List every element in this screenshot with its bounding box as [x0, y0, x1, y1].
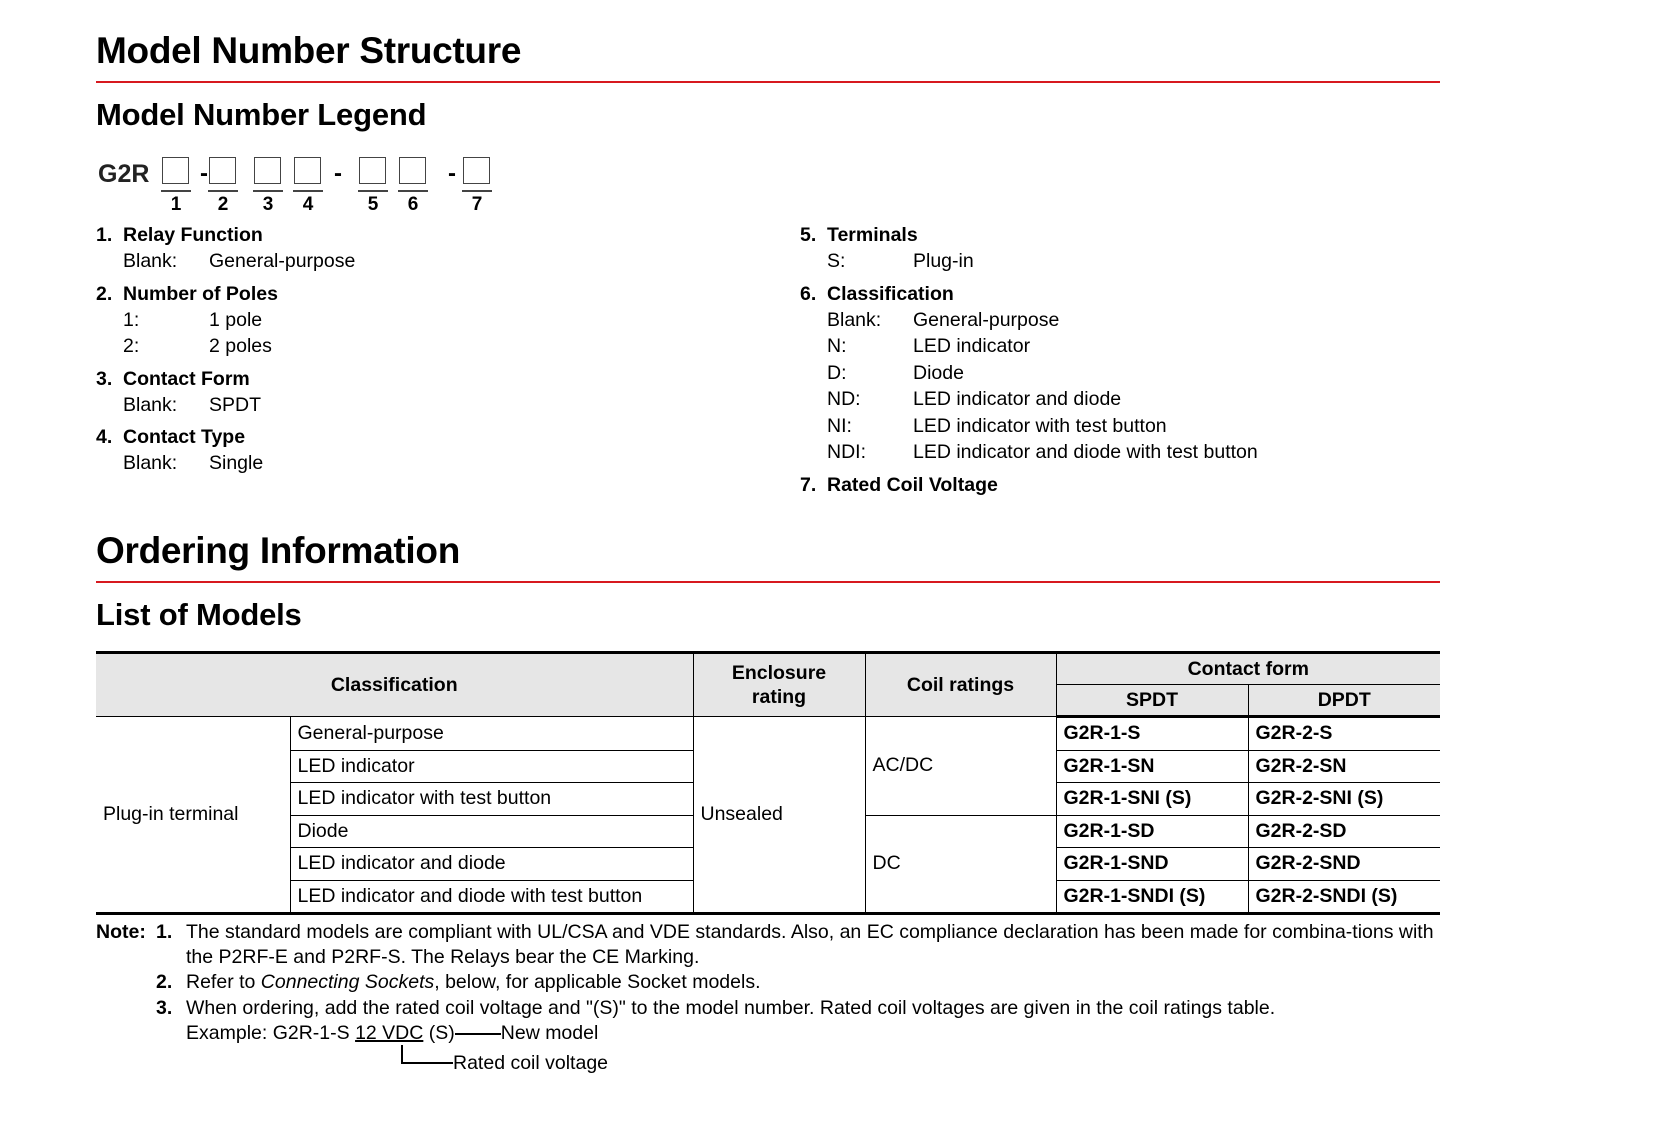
example-suffix: (S) — [423, 1022, 455, 1044]
terminal-cell: Plug-in terminal — [96, 717, 290, 914]
legend-key: D: — [827, 361, 847, 384]
position-box-2 — [209, 157, 236, 184]
coil-cell: AC/DC — [865, 717, 1056, 816]
rated-coil-voltage-label: Rated coil voltage — [453, 1052, 609, 1074]
connector-line — [455, 1033, 501, 1035]
legend-value: Diode — [913, 361, 964, 384]
legend-row — [800, 307, 1258, 334]
legend-title-text: Contact Form — [123, 367, 250, 390]
legend-row — [800, 439, 1258, 466]
legend-key: 1: — [123, 308, 140, 331]
legend-heading: Model Number Legend — [96, 97, 427, 132]
legend-item-title — [96, 424, 355, 450]
table-row — [96, 717, 1440, 751]
position-box-7 — [463, 157, 490, 184]
classification-cell: General-purpose — [290, 717, 693, 751]
example-voltage: 12 VDC — [355, 1022, 424, 1044]
legend-value: LED indicator with test button — [913, 414, 1167, 437]
spdt-model-cell: G2R-1-SND — [1056, 848, 1248, 881]
legend-row — [96, 450, 355, 477]
classification-cell: Diode — [290, 815, 693, 848]
ordering-example — [96, 1020, 1440, 1076]
section-divider — [96, 581, 1440, 583]
dpdt-model-cell: G2R-2-SN — [1248, 750, 1440, 783]
legend-title-text: Relay Function — [123, 224, 263, 246]
legend-row — [96, 333, 355, 360]
separator-dash: - — [200, 160, 208, 187]
header-classification: Classification — [96, 653, 693, 717]
header-spdt: SPDT — [1056, 685, 1248, 717]
legend-right-column — [800, 222, 1258, 504]
page-title: Model Number Structure — [96, 30, 522, 71]
legend-number: 3. — [96, 367, 113, 390]
enclosure-cell: Unsealed — [693, 717, 865, 914]
position-underline — [208, 190, 238, 192]
legend-key: S: — [827, 250, 846, 272]
models-table — [96, 651, 1440, 915]
position-underline — [358, 190, 388, 192]
legend-title-text: Number of Poles — [123, 282, 278, 305]
header-dpdt: DPDT — [1248, 685, 1440, 717]
position-number: 1 — [170, 194, 182, 215]
legend-number: 2. — [96, 282, 113, 305]
position-number: 3 — [262, 194, 274, 215]
legend-row — [800, 413, 1258, 440]
dpdt-model-cell: G2R-2-SND — [1248, 848, 1440, 881]
legend-title-text: Contact Type — [123, 426, 246, 448]
spdt-model-cell: G2R-1-SD — [1056, 815, 1248, 848]
legend-classification — [800, 281, 1258, 466]
position-box-6 — [399, 157, 426, 184]
position-underline — [293, 190, 323, 192]
note-index: 1. — [156, 921, 173, 943]
legend-rated-coil-voltage — [800, 472, 1258, 498]
spdt-model-cell: G2R-1-S — [1056, 717, 1248, 751]
legend-key: N: — [827, 335, 847, 357]
position-underline — [253, 190, 283, 192]
dpdt-model-cell: G2R-2-SNDI (S) — [1248, 880, 1440, 914]
separator-dash: - — [448, 160, 456, 187]
position-number: 2 — [217, 194, 229, 215]
legend-value: General-purpose — [209, 250, 356, 272]
note-2 — [96, 970, 1440, 995]
header-enclosure-rating — [693, 653, 865, 717]
classification-cell: LED indicator and diode with test button — [290, 880, 693, 914]
legend-title-text: Terminals — [827, 224, 918, 246]
legend-value: SPDT — [209, 393, 262, 416]
spdt-model-cell: G2R-1-SNI (S) — [1056, 783, 1248, 816]
note-1 — [96, 920, 1440, 969]
new-model-label: New model — [500, 1022, 599, 1044]
legend-value: Single — [209, 452, 264, 474]
legend-terminals — [800, 222, 1258, 275]
header-coil-ratings: Coil ratings — [865, 653, 1056, 717]
note-text: The standard models are compliant with UL/CSA and VDE standards. Also, an EC compliance declaration has been made for combina-tions with the P2RF-E and P2RF-S. The Relays bear the CE Marking. — [186, 921, 1434, 968]
legend-relay-function — [96, 222, 355, 275]
legend-item-title — [96, 366, 355, 392]
list-of-models-heading: List of Models — [96, 597, 302, 632]
legend-title-text: Classification — [827, 282, 954, 305]
note-index: 3. — [156, 996, 173, 1019]
legend-number: 1. — [96, 224, 113, 246]
note-text: , below, for applicable Socket models. — [434, 971, 761, 993]
classification-cell: LED indicator with test button — [290, 783, 693, 816]
position-underline — [398, 190, 428, 192]
legend-key: Blank: — [123, 250, 178, 272]
legend-row — [96, 248, 355, 275]
example-label: Example: G2R-1-S — [186, 1022, 356, 1044]
connector-line — [401, 1045, 403, 1063]
legend-value: General-purpose — [913, 308, 1060, 331]
legend-value: LED indicator and diode — [913, 388, 1122, 410]
legend-number-of-poles — [96, 281, 355, 360]
header-text: rating — [751, 686, 807, 708]
legend-item-title — [800, 281, 1258, 307]
separator-dash: - — [334, 160, 342, 187]
spdt-model-cell: G2R-1-SNDI (S) — [1056, 880, 1248, 914]
position-underline — [462, 190, 492, 192]
connector-line — [401, 1062, 453, 1064]
note-index: 2. — [156, 971, 173, 993]
dpdt-model-cell: G2R-2-SNI (S) — [1248, 783, 1440, 816]
section-divider — [96, 81, 1440, 83]
legend-row — [800, 248, 1258, 275]
legend-number: 4. — [96, 426, 113, 448]
position-number: 7 — [471, 194, 483, 215]
notes — [96, 920, 1440, 1076]
legend-number: 7. — [800, 473, 817, 496]
legend-key: NI: — [827, 414, 852, 437]
classification-cell: LED indicator — [290, 750, 693, 783]
coil-cell: DC — [865, 815, 1056, 914]
header-contact-form: Contact form — [1056, 653, 1440, 685]
position-box-3 — [254, 157, 281, 184]
legend-value: 1 pole — [209, 308, 263, 331]
position-box-4 — [294, 157, 321, 184]
dpdt-model-cell: G2R-2-S — [1248, 717, 1440, 751]
legend-title-text: Rated Coil Voltage — [827, 473, 998, 496]
legend-left-column — [96, 222, 355, 483]
model-prefix: G2R — [98, 160, 150, 188]
legend-item-title — [800, 472, 1258, 498]
note-text: When ordering, add the rated coil voltage and "(S)" to the model number. Rated coil voltages are given in the coil ratings table. — [186, 996, 1276, 1019]
legend-item-title — [800, 222, 1258, 248]
legend-number: 5. — [800, 224, 817, 246]
position-box-1 — [162, 157, 189, 184]
legend-value: LED indicator and diode with test button — [913, 441, 1258, 463]
position-number: 4 — [302, 194, 314, 215]
position-box-5 — [359, 157, 386, 184]
legend-item-title — [96, 281, 355, 307]
legend-row — [96, 392, 355, 419]
legend-contact-form — [96, 366, 355, 419]
position-number: 5 — [367, 194, 379, 215]
spdt-model-cell: G2R-1-SN — [1056, 750, 1248, 783]
legend-number: 6. — [800, 282, 817, 305]
legend-key: NDI: — [827, 441, 866, 463]
model-number-diagram — [96, 152, 516, 222]
note-label: Note: — [96, 921, 146, 943]
legend-key: ND: — [827, 388, 861, 410]
legend-item-title — [96, 222, 355, 248]
dpdt-model-cell: G2R-2-SD — [1248, 815, 1440, 848]
legend-row — [800, 333, 1258, 360]
legend-value: LED indicator — [913, 335, 1031, 357]
legend-key: 2: — [123, 335, 140, 357]
position-underline — [161, 190, 191, 192]
note-text: Refer to — [186, 971, 261, 993]
legend-key: Blank: — [827, 308, 882, 331]
position-number: 6 — [407, 194, 419, 215]
legend-key: Blank: — [123, 393, 178, 416]
connecting-sockets-reference: Connecting Sockets — [260, 971, 435, 993]
legend-value: Plug-in — [913, 250, 974, 272]
legend-key: Blank: — [123, 452, 178, 474]
legend-row — [800, 360, 1258, 387]
legend-contact-type — [96, 424, 355, 477]
legend-row — [96, 307, 355, 334]
note-3 — [96, 996, 1440, 1021]
ordering-heading: Ordering Information — [96, 530, 461, 571]
header-text: Enclosure — [731, 662, 827, 684]
legend-row — [800, 386, 1258, 413]
legend-value: 2 poles — [209, 335, 272, 357]
classification-cell: LED indicator and diode — [290, 848, 693, 881]
